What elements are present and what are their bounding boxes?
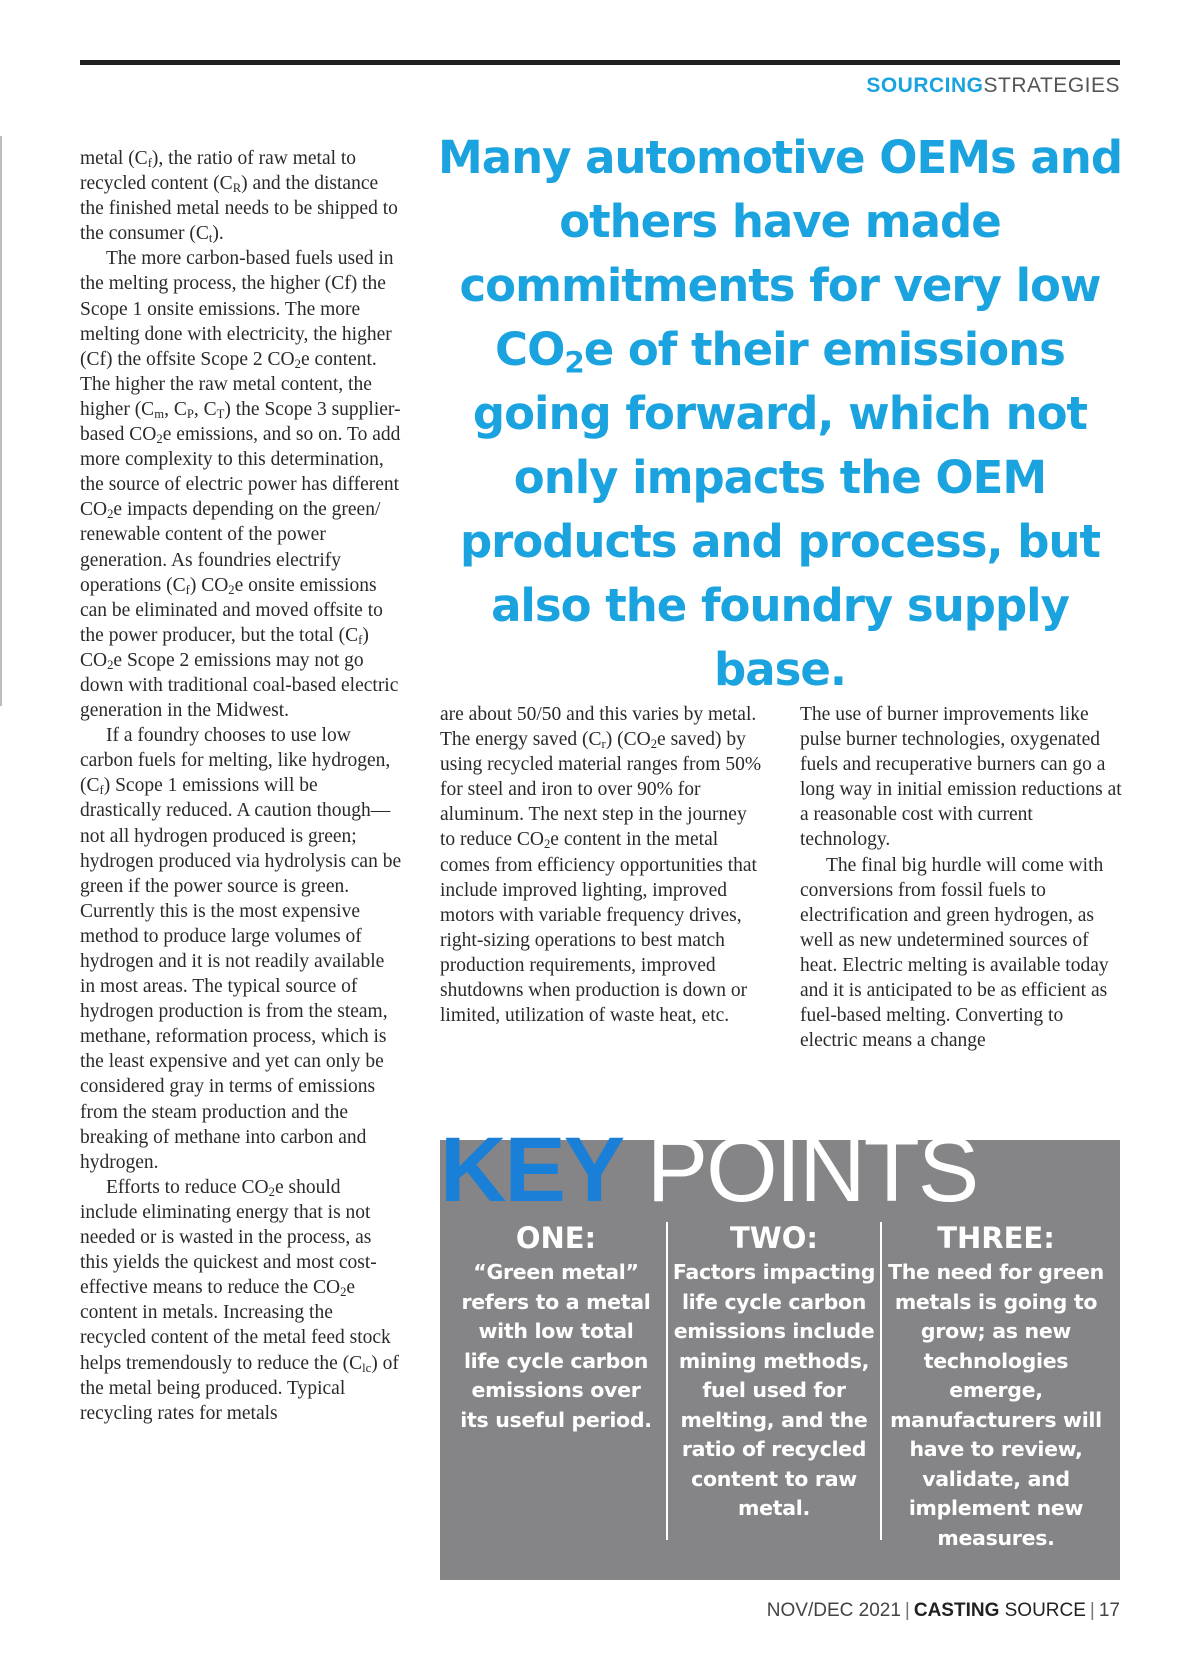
footer-issue: NOV/DEC 2021 xyxy=(766,1600,901,1621)
pull-quote-line: commitments for very low xyxy=(459,259,1101,312)
text-run: e content. The higher the raw metal content, the higher (C xyxy=(80,348,377,420)
page-number: 17 xyxy=(1098,1600,1120,1621)
text-run: If a foundry chooses to use low carbon fuels for melting, like hydrogen, (C xyxy=(80,725,391,797)
text-run: ) the Scope 3 supplier-based CO xyxy=(80,398,401,446)
subscript: 2 xyxy=(107,507,114,522)
pull-quote-line: others have made xyxy=(559,195,1001,248)
subscript: P xyxy=(186,407,194,422)
subscript: 2 xyxy=(564,345,584,380)
key-point-divider xyxy=(666,1222,668,1540)
text-run: ), the ratio of raw metal to recycled content (C xyxy=(80,148,357,195)
text-run: e Scope 2 emissions may not go down with traditional coal-based electric generation in the Midwest. xyxy=(80,649,399,722)
text-run: The more carbon-based fuels used in the melting process, the higher (Cf) the Scope 1 onsite emissions. The more melting done with electricity, the higher (Cf) the offsite Scope 2 CO xyxy=(80,248,394,370)
key-point-text: “Green metal” refers to a metal with low total life cycle carbon emissions over its useful period. xyxy=(460,1260,652,1432)
subscript: lc xyxy=(362,1360,372,1375)
footer-separator: | xyxy=(904,1600,910,1621)
subscript: m xyxy=(154,407,165,422)
text-run: e content in the metal comes from efficiency opportunities that include improved lighting, improved motors with variable frequency drives, right-sizing operations to best match production requirements, improved shutdowns when production is down or limited, utilization of waste heat, etc. xyxy=(440,829,757,1027)
subscript: t xyxy=(208,231,213,246)
subscript: 2 xyxy=(650,737,658,752)
text-run: e saved) by using recycled material ranges from 50% for steel and iron to over 90% for aluminum. The next step in the journey to reduce CO xyxy=(440,729,762,851)
body-column-2 xyxy=(440,702,762,1028)
page-footer xyxy=(767,1600,1120,1622)
text-run: e emissions, and so on. To add more complexity to this determination, the source of electric power has different CO xyxy=(80,424,401,521)
col1-paragraph-3 xyxy=(80,723,402,1175)
body-column-3 xyxy=(800,702,1122,1053)
text-run: e impacts depending on the green/ renewable content of the power generation. As foundries electrify operations (C xyxy=(80,499,381,596)
text-run: e of their emissions xyxy=(583,323,1065,376)
pull-quote xyxy=(436,126,1124,702)
subscript: 2 xyxy=(268,1185,275,1199)
key-point-heading: THREE: xyxy=(937,1221,1055,1255)
subscript: f xyxy=(147,156,152,171)
text-run: ) of the metal being produced. Typical recycling rates for metals xyxy=(80,1352,399,1424)
subscript: 2 xyxy=(543,837,551,852)
key-point-one xyxy=(458,1220,654,1435)
col2-paragraph-1 xyxy=(440,702,762,1028)
text-run: e onsite emissions can be eliminated and moved offsite to the power producer, but the total (C xyxy=(80,574,383,646)
key-point-divider xyxy=(880,1222,882,1540)
text-run: Efforts to reduce CO xyxy=(106,1176,269,1198)
key-point-text: Factors impacting life cycle carbon emissions include mining methods, fuel used for melting, and the ratio of recycled content to raw metal. xyxy=(672,1260,876,1520)
body-column-1 xyxy=(80,146,402,1426)
text-run: ) CO xyxy=(80,624,369,671)
subscript: 2 xyxy=(294,356,301,371)
subscript: f xyxy=(185,582,190,597)
col1-paragraph-4 xyxy=(80,1175,402,1426)
text-run: e content in metals. Increasing the recycled content of the metal feed stock helps tremendously to reduce the (C xyxy=(80,1277,391,1374)
pull-quote-line: only impacts the OEM xyxy=(513,451,1047,504)
pull-quote-line xyxy=(436,318,1124,382)
top-rule xyxy=(80,60,1120,65)
section-header xyxy=(866,74,1120,98)
text-run: CO xyxy=(495,323,565,376)
subscript: 2 xyxy=(228,582,235,597)
text-run: ) CO xyxy=(189,574,229,596)
subscript: f xyxy=(358,632,363,647)
text-run: metal (C xyxy=(80,148,148,169)
section-header-accent: SOURCING xyxy=(866,74,984,97)
subscript: 2 xyxy=(340,1285,347,1300)
text-run: , C xyxy=(164,398,187,420)
subscript: f xyxy=(99,783,104,798)
subscript: R xyxy=(232,181,242,196)
left-edge-rule xyxy=(0,136,2,706)
text-run: ) and the distance the finished metal needs to be shipped to the consumer (C xyxy=(80,173,398,245)
subscript: 2 xyxy=(107,658,114,673)
pull-quote-line: going forward, which not xyxy=(472,387,1088,440)
key-point-text: The need for green metals is going to grow; as new technologies emerge, manufacturers will have to review, validate, and implement new measures. xyxy=(888,1260,1104,1550)
footer-magazine-a: CASTING xyxy=(913,1600,1000,1621)
text-run: ). xyxy=(212,223,224,245)
text-run: , C xyxy=(193,398,217,420)
key-point-heading: TWO: xyxy=(729,1221,819,1255)
key-point-heading: ONE: xyxy=(515,1221,597,1255)
footer-separator: | xyxy=(1089,1600,1095,1621)
subscript: r xyxy=(601,737,606,752)
text-run: e should include eliminating energy that is not needed or is wasted in the process, as this yields the quickest and most cost-effective means to reduce the CO xyxy=(80,1176,377,1299)
col3-paragraph-2: The final big hurdle will come with conversions from fossil fuels to electrification and green hydrogen, as well as new undetermined sources of heat. Electric melting is available today and it is anticipated to be as efficient as fuel-based melting. Converting to electric means a change xyxy=(800,854,1109,1052)
key-points-title-key: KEY xyxy=(440,1119,624,1221)
section-header-plain: STRATEGIES xyxy=(983,74,1120,97)
subscript: 2 xyxy=(156,432,163,447)
text-run: ) (CO xyxy=(605,729,651,751)
key-point-two xyxy=(670,1220,878,1524)
key-points-title-points: POINTS xyxy=(623,1119,978,1221)
text-run: ) Scope 1 emissions will be drastically reduced. A caution though—not all hydrogen produced is green; hydrogen produced via hydrolysis can be green if the power source is green. Currently this is the most expensive method to produce large volumes of hydrogen and it is not readily available in most areas. The typical source of hydrogen production is from the steam, methane, reformation process, which is the least expensive and yet can only be considered gray in terms of emissions from the steam production and the breaking of methane into carbon and hydrogen. xyxy=(80,775,402,1173)
key-point-three xyxy=(884,1220,1108,1553)
col3-paragraph-1: The use of burner improvements like pulse burner technologies, oxygenated fuels and recuperative burners can go a long way in initial emission reductions at a reasonable cost with current technology. xyxy=(800,704,1122,851)
key-points-title xyxy=(440,1120,977,1220)
footer-magazine-b: SOURCE xyxy=(999,1600,1086,1621)
text-run: are about 50/50 and this varies by metal. The energy saved (C xyxy=(440,704,757,751)
pull-quote-line: Many automotive OEMs and xyxy=(437,131,1123,184)
col1-paragraph-1 xyxy=(80,146,402,246)
col1-paragraph-2 xyxy=(80,246,402,723)
pull-quote-line: also the foundry supply base. xyxy=(491,579,1069,696)
subscript: T xyxy=(216,407,225,422)
pull-quote-line: products and process, but xyxy=(459,515,1101,568)
